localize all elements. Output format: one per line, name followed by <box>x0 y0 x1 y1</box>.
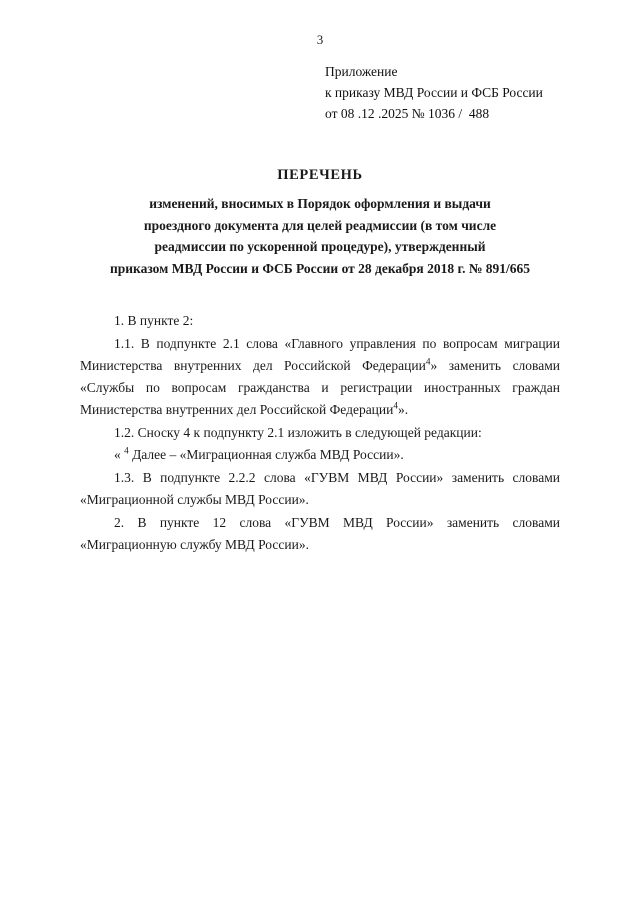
document-title-block <box>80 167 560 280</box>
document-subtitle-line-1: изменений, вносимых в Порядок оформления и выдачи <box>149 195 491 211</box>
appendix-label: Приложение <box>325 64 398 79</box>
footnote-marker-4a: 4 <box>425 356 431 367</box>
clause-1-1-text-part-3: ». <box>397 401 409 417</box>
clause-1-3: 1.3. В подпункте 2.2.2 слова «ГУВМ МВД России» заменить словами «Миграционной службы МВД России». <box>80 470 560 508</box>
document-body <box>80 310 560 555</box>
appendix-reference-block <box>325 62 560 125</box>
document-subtitle-line-3: реадмиссии по ускоренной процедуре), утвержденный <box>154 239 486 255</box>
document-content <box>80 62 560 557</box>
document-subtitle-line-2: проездного документа для целей реадмиссии (в том числе <box>143 217 497 233</box>
footnote-body-text: Далее – «Миграционная служба МВД России». <box>128 447 404 463</box>
clause-1: 1. В пункте 2: <box>114 313 194 329</box>
page-title: ПЕРЕЧЕНЬ <box>277 166 363 183</box>
footnote-marker-4b: 4 <box>393 400 398 411</box>
footnote-quote-open: « <box>114 447 125 463</box>
appendix-order-authority: к приказу МВД России и ФСБ России <box>325 84 543 100</box>
appendix-order-number: от 08 .12 .2025 № 1036 / 488 <box>325 105 490 121</box>
footnote-4-text <box>80 444 560 466</box>
clause-1-2: 1.2. Сноску 4 к подпункту 2.1 изложить в следующей редакции: <box>114 424 482 440</box>
page-number: 3 <box>316 32 324 47</box>
document-subtitle <box>80 193 560 280</box>
clause-1-1 <box>80 333 560 420</box>
footnote-marker-4c: 4 <box>124 445 129 456</box>
clause-2: 2. В пункте 12 слова «ГУВМ МВД России» заменить словами «Миграционную службу МВД России». <box>80 514 560 552</box>
clause-1-1-text-part-1: 1.1. В подпункте 2.1 слова «Главного управления по вопросам миграции Министерства внутренних дел Российской Федерации <box>80 336 560 373</box>
document-subtitle-line-4: приказом МВД России и ФСБ России от 28 декабря 2018 г. № 891/665 <box>109 261 531 277</box>
clause-1-1-text-part-2: » заменить словами «Службы по вопросам гражданства и регистрации иностранных граждан Министерства внутренних дел Российской Федерации <box>80 357 560 417</box>
